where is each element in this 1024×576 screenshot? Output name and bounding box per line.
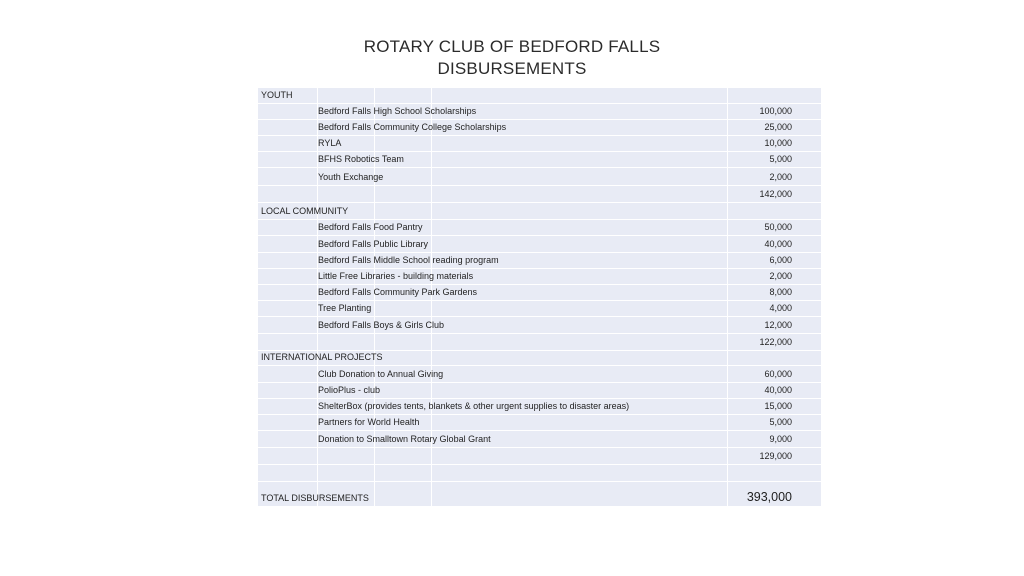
item-amount: 9,000: [769, 434, 792, 444]
table-row: [258, 317, 821, 334]
table-row: [258, 152, 821, 168]
table-row: [258, 301, 821, 317]
table-row: [258, 168, 821, 186]
table-row: [258, 366, 821, 383]
table-row: [258, 269, 821, 285]
section-subtotal: 129,000: [759, 451, 792, 461]
item-label: Partners for World Health: [318, 417, 420, 427]
item-label: RYLA: [318, 138, 342, 148]
item-label: Club Donation to Annual Giving: [318, 369, 444, 379]
section-subtotal: 122,000: [759, 337, 792, 347]
table-row: [258, 431, 821, 448]
table-row: [258, 285, 821, 301]
item-amount: 40,000: [764, 385, 792, 395]
item-label: Bedford Falls Public Library: [318, 239, 429, 249]
item-amount: 5,000: [769, 154, 792, 164]
section-header-row: [258, 203, 821, 220]
item-amount: 5,000: [769, 417, 792, 427]
total-amount: 393,000: [746, 490, 792, 504]
item-amount: 25,000: [764, 122, 792, 132]
item-label: ShelterBox (provides tents, blankets & other urgent supplies to disaster areas): [318, 401, 630, 411]
section-subtotal: 142,000: [759, 189, 792, 199]
item-amount: 50,000: [764, 222, 792, 232]
title-line-1: ROTARY CLUB OF BEDFORD FALLS: [363, 37, 661, 56]
item-amount: 12,000: [764, 320, 792, 330]
subtotal-row: [258, 186, 821, 203]
item-amount: 10,000: [764, 138, 792, 148]
section-title: INTERNATIONAL PROJECTS: [261, 352, 383, 362]
disbursements-table: [258, 88, 821, 506]
table-row: [258, 415, 821, 431]
empty-row: [258, 465, 821, 482]
table-row: [258, 236, 821, 253]
item-label: Bedford Falls Food Pantry: [318, 222, 423, 232]
item-label: Tree Planting: [318, 303, 372, 313]
item-amount: 100,000: [759, 106, 792, 116]
item-label: Donation to Smalltown Rotary Global Grant: [318, 434, 491, 444]
subtotal-row: [258, 448, 821, 465]
table-row: [258, 399, 821, 415]
section-header-row: [258, 351, 821, 366]
subtotal-row: [258, 334, 821, 351]
item-label: Bedford Falls Community Park Gardens: [318, 287, 478, 297]
table-row: [258, 383, 821, 399]
table-row: [258, 253, 821, 269]
item-label: Youth Exchange: [318, 172, 384, 182]
item-amount: 2,000: [769, 271, 792, 281]
item-amount: 2,000: [769, 172, 792, 182]
title-line-2: DISBURSEMENTS: [437, 59, 587, 78]
table-row: [258, 136, 821, 152]
item-label: Little Free Libraries - building materials: [318, 271, 474, 281]
item-label: BFHS Robotics Team: [318, 154, 404, 164]
item-amount: 15,000: [764, 401, 792, 411]
item-amount: 8,000: [769, 287, 792, 297]
item-label: PolioPlus - club: [318, 385, 381, 395]
table-row: [258, 104, 821, 120]
item-label: Bedford Falls Community College Scholarships: [318, 122, 507, 132]
item-amount: 6,000: [769, 255, 792, 265]
total-label: TOTAL DISBURSEMENTS: [261, 493, 369, 503]
total-row: [258, 482, 821, 506]
item-label: Bedford Falls High School Scholarships: [318, 106, 477, 116]
section-title: LOCAL COMMUNITY: [261, 206, 349, 216]
item-amount: 4,000: [769, 303, 792, 313]
section-header-row: [258, 88, 821, 104]
table-row: [258, 120, 821, 136]
item-label: Bedford Falls Boys & Girls Club: [318, 320, 445, 330]
item-amount: 40,000: [764, 239, 792, 249]
table-row: [258, 220, 821, 236]
section-title: YOUTH: [261, 90, 293, 100]
page-title: [0, 36, 1024, 80]
item-amount: 60,000: [764, 369, 792, 379]
item-label: Bedford Falls Middle School reading program: [318, 255, 499, 265]
